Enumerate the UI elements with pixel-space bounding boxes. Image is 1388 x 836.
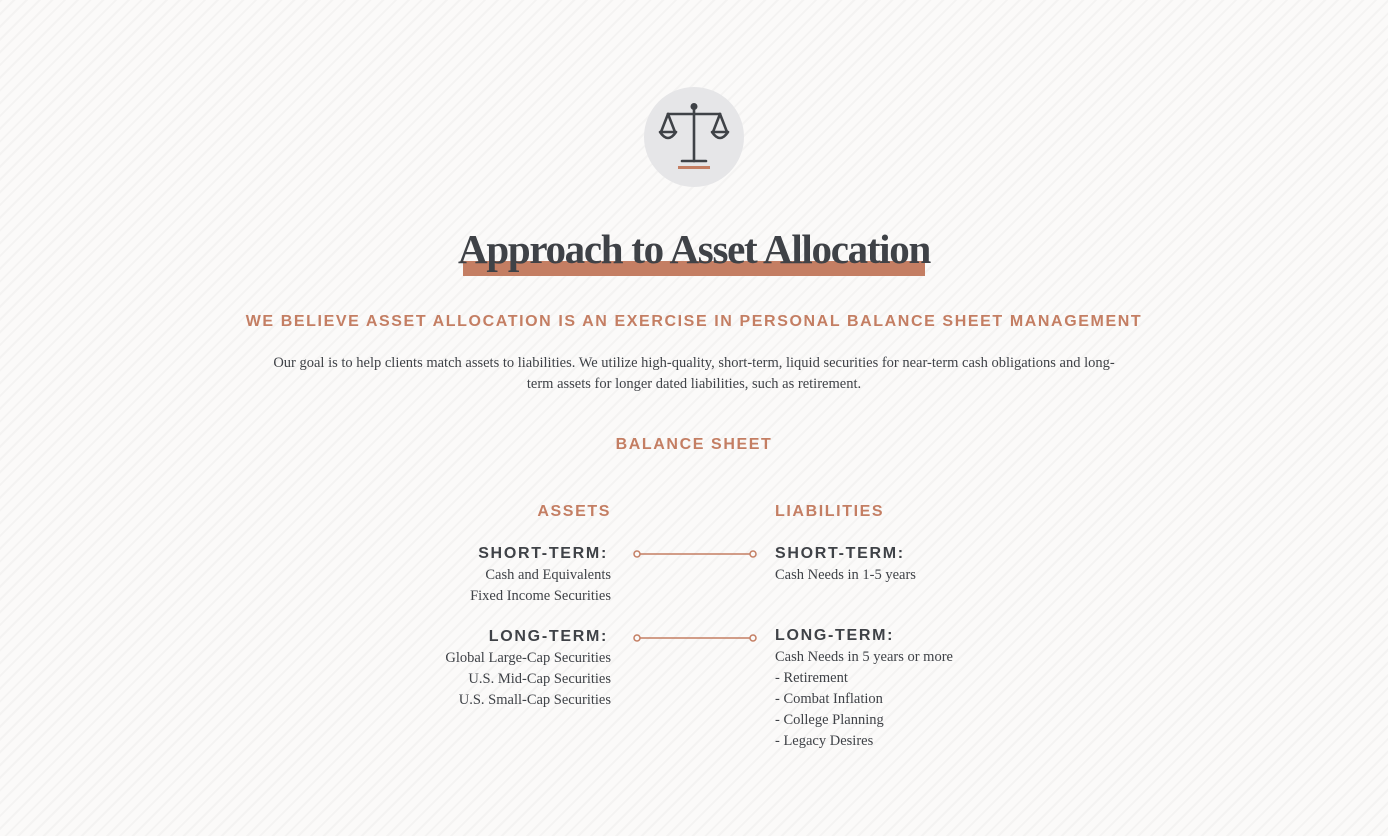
- liabilities-long-term-label: LONG-TERM:: [775, 627, 895, 644]
- list-item: Cash Needs in 1-5 years: [775, 567, 916, 583]
- list-item: - College Planning: [775, 712, 884, 728]
- list-item: Fixed Income Securities: [470, 588, 611, 604]
- liabilities-short-term-label: SHORT-TERM:: [775, 545, 905, 562]
- list-item: - Combat Inflation: [775, 691, 883, 707]
- scales-of-justice-icon: [644, 87, 744, 187]
- list-item: Cash Needs in 5 years or more: [775, 649, 953, 665]
- long-term-connector: [632, 633, 758, 643]
- assets-long-term-label: LONG-TERM:: [488, 628, 608, 645]
- list-item: Cash and Equivalents: [485, 567, 611, 583]
- list-item: - Legacy Desires: [775, 733, 874, 749]
- assets-short-term-label: SHORT-TERM:: [478, 545, 608, 562]
- assets-short-term-list: [311, 565, 611, 607]
- tagline: WE BELIEVE ASSET ALLOCATION IS AN EXERCISE IN PERSONAL BALANCE SHEET MANAGEMENT: [245, 313, 1143, 330]
- liabilities-heading: LIABILITIES: [775, 503, 885, 520]
- assets-heading: ASSETS: [537, 503, 611, 520]
- list-item: U.S. Mid-Cap Securities: [468, 671, 611, 687]
- list-item: U.S. Small-Cap Securities: [458, 692, 611, 708]
- list-item: Global Large-Cap Securities: [445, 650, 611, 666]
- scales-icon-badge: [644, 87, 744, 187]
- short-term-connector: [632, 549, 758, 559]
- list-item: - Retirement: [775, 670, 848, 686]
- liabilities-long-term-list: [775, 647, 953, 752]
- page-title: Approach to Asset Allocation: [458, 226, 930, 272]
- intro-paragraph: Our goal is to help clients match assets to liabilities. We utilize high-quality, short-term, liquid securities for near-term cash obligations and long-term assets for longer dated liabilities, such as retirement.: [273, 355, 1115, 392]
- balance-sheet-title: BALANCE SHEET: [615, 436, 773, 453]
- liabilities-short-term-list: [775, 565, 916, 586]
- assets-long-term-list: [311, 648, 611, 711]
